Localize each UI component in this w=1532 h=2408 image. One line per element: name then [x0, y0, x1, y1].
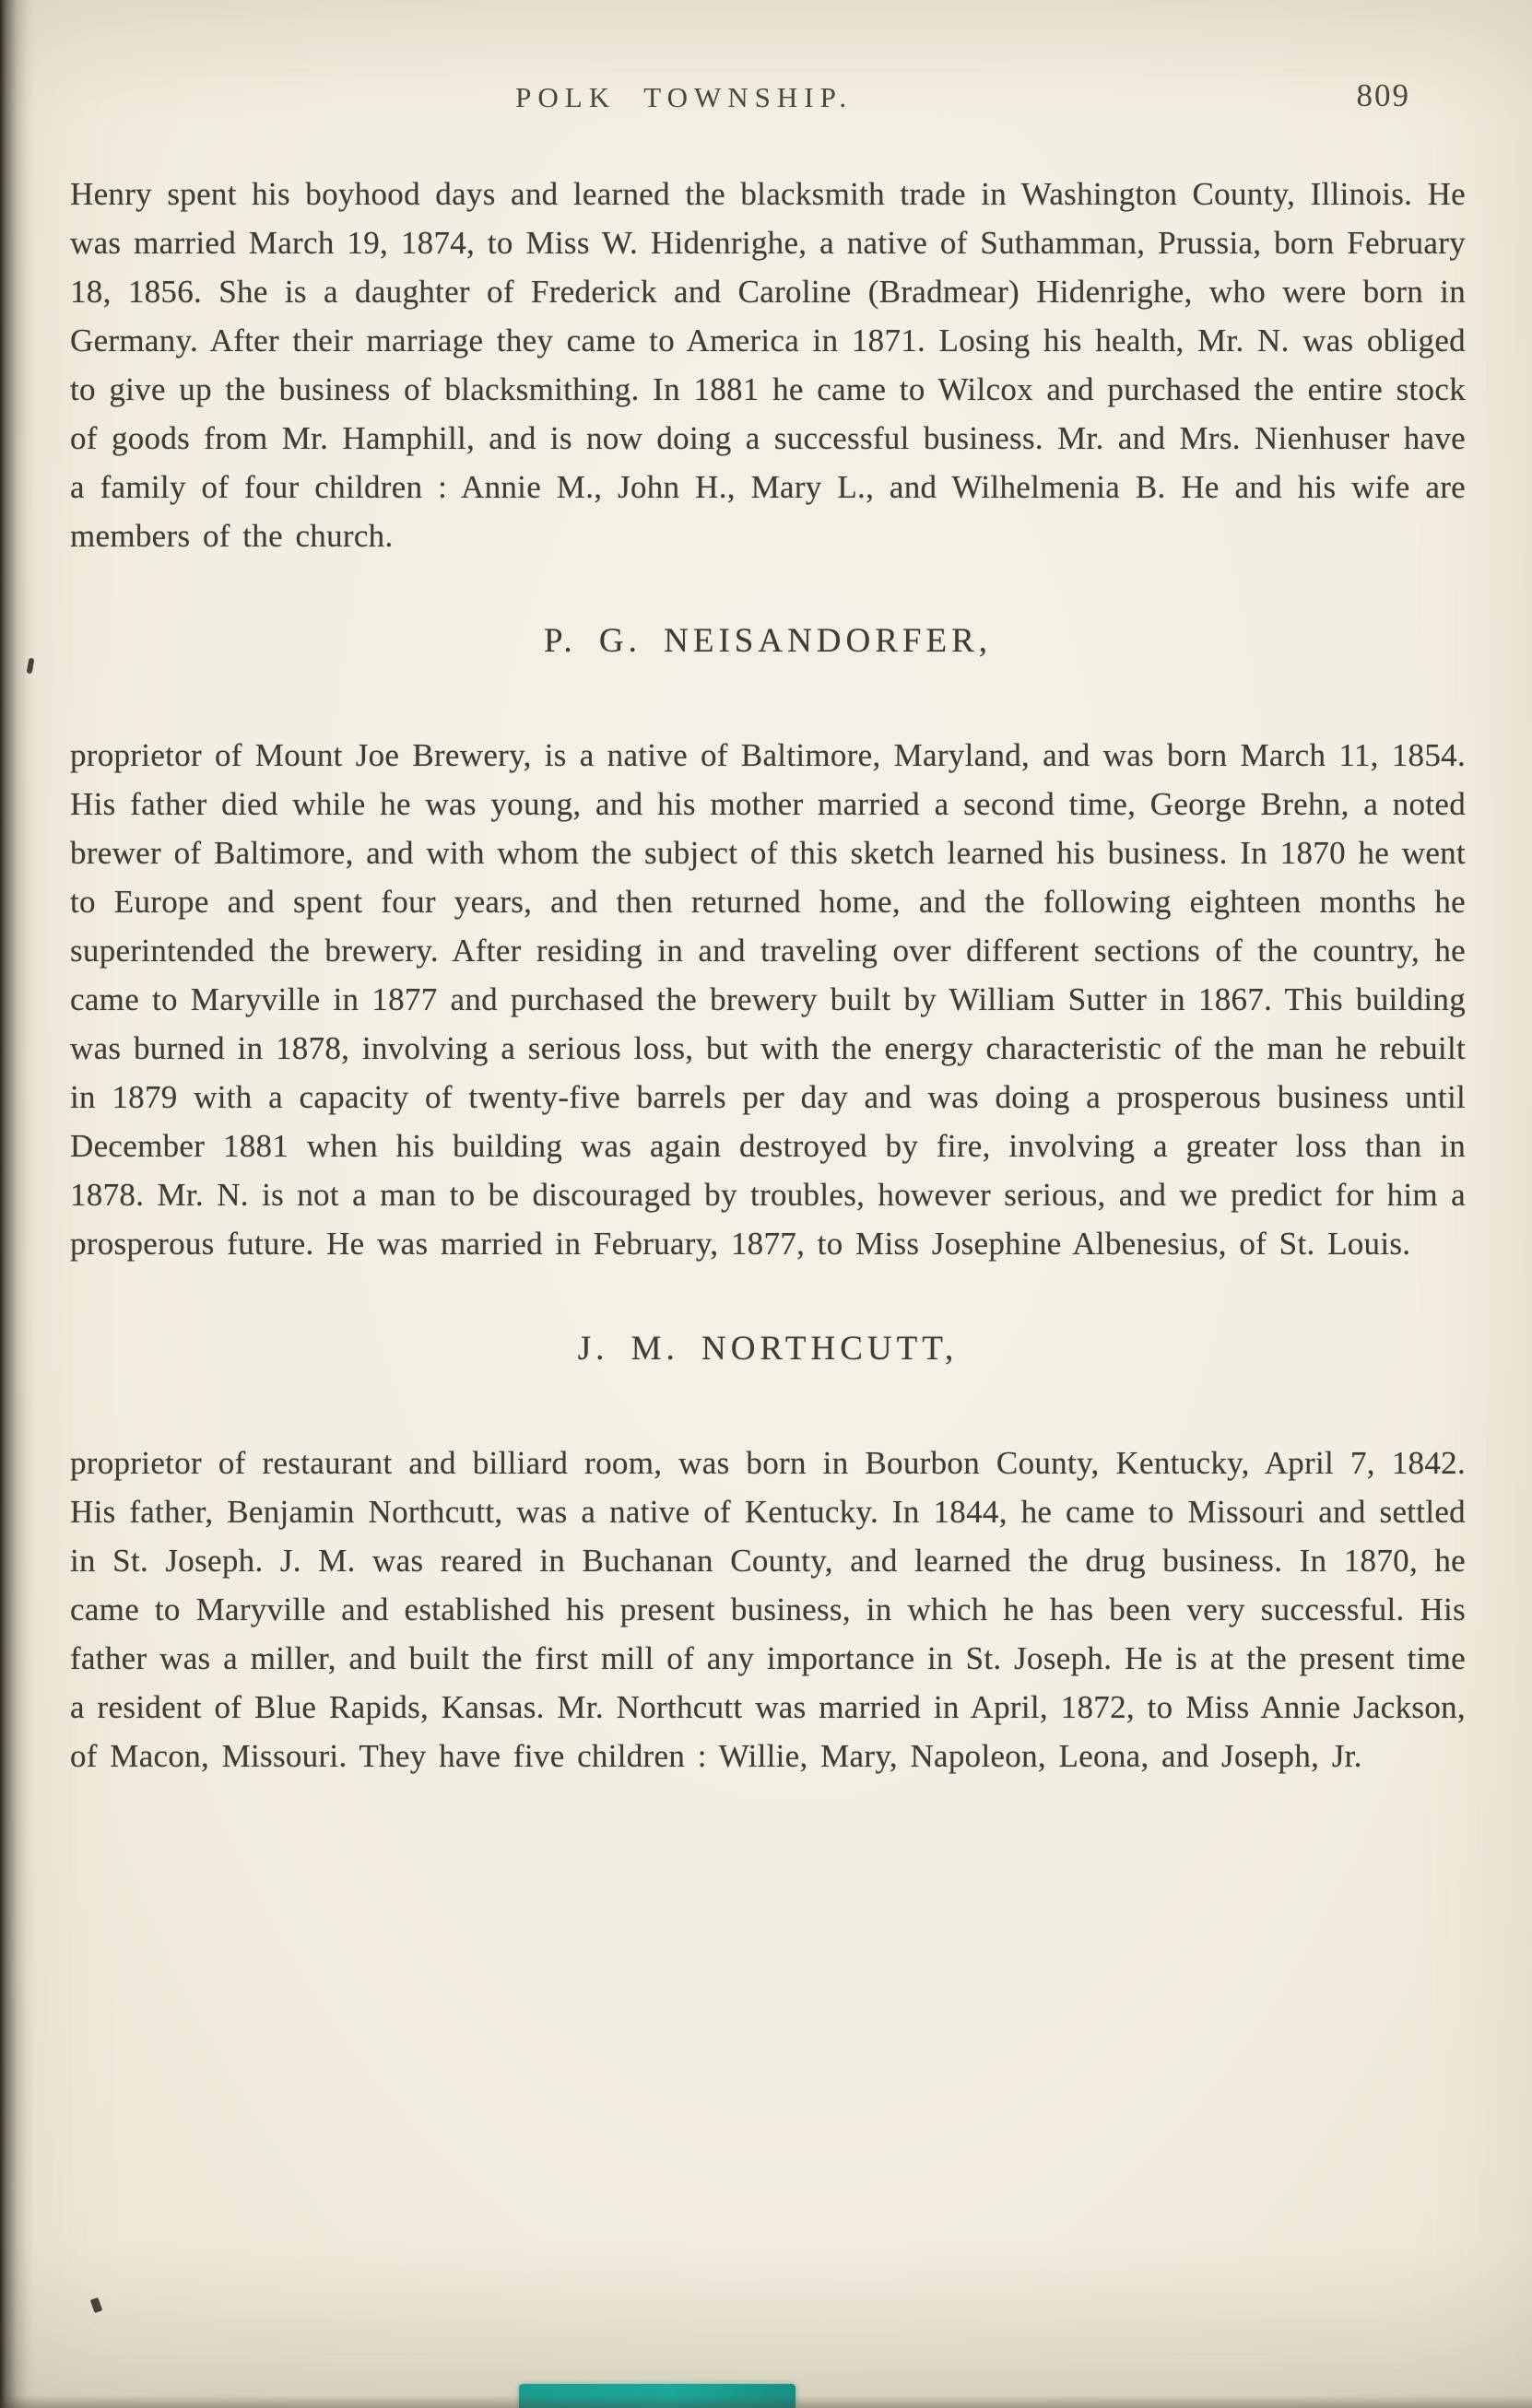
page-header: [70, 77, 1466, 123]
page-number: 809: [1356, 77, 1410, 113]
biography-paragraph-neisandorfer: proprietor of Mount Joe Brewery, is a native of Baltimore, Maryland, and was born March 11, 1854. His father died while he was young, and his mother married a second time, George Brehn, a noted brewer of Baltimore, and with whom the subject of this sketch learned his business. In 1870 he went to Europe and spent four years, and then returned home, and the following eighteen months he superintended the brewery. After residing in and traveling over different sections of the country, he came to Maryville in 1877 and purchased the brewery built by William Sutter in 1867. This building was burned in 1878, involving a serious loss, but with the energy characteristic of the man he rebuilt in 1879 with a capacity of twenty-five barrels per day and was doing a prosperous business until December 1881 when his building was again destroyed by fire, involving a greater loss than in 1878. Mr. N. is not a man to be discouraged by troubles, however serious, and we predict for him a prosperous future. He was married in February, 1877, to Miss Josephine Albenesius, of St. Louis.: [70, 737, 1466, 1262]
stray-ink-mark: [90, 2297, 103, 2313]
biography-paragraph-northcutt: proprietor of restaurant and billiard room, was born in Bourbon County, Kentucky, April 7, 1842. His father, Benjamin Northcutt, was a native of Kentucky. In 1844, he came to Missouri and settled in St. Joseph. J. M. was reared in Buchanan County, and learned the drug business. In 1870, he came to Maryville and established his present business, in which he has been very successful. His father was a miller, and built the first mill of any importance in St. Joseph. He is at the present time a resident of Blue Rapids, Kansas. Mr. Northcutt was married in April, 1872, to Miss Annie Jackson, of Macon, Missouri. They have five children : Willie, Mary, Napoleon, Leona, and Joseph, Jr.: [70, 1445, 1466, 1774]
biography-paragraph-nienhuser: Henry spent his boyhood days and learned the blacksmith trade in Washington County, Illinois. He was married March 19, 1874, to Miss W. Hidenrighe, a native of Suthamman, Prussia, born February 18, 1856. She is a daughter of Frederick and Caroline (Bradmear) Hidenrighe, who were born in Germany. After their marriage they came to America in 1871. Losing his health, Mr. N. was obliged to give up the business of blacksmithing. In 1881 he came to Wilcox and purchased the entire stock of goods from Mr. Hamphill, and is now doing a successful business. Mr. and Mrs. Nienhuser have a family of four children : Annie M., John H., Mary L., and Wilhelmenia B. He and his wife are members of the church.: [70, 176, 1466, 554]
running-header-title: POLK TOWNSHIP.: [515, 81, 854, 113]
bottom-edge-shadow: [0, 2395, 1532, 2408]
gutter-shadow: [0, 0, 35, 2408]
section-heading-neisandorfer: P. G. NEISANDORFER,: [543, 622, 993, 660]
page-body: [70, 77, 1466, 1780]
section-heading-northcutt: J. M. NORTHCUTT,: [577, 1330, 959, 1368]
